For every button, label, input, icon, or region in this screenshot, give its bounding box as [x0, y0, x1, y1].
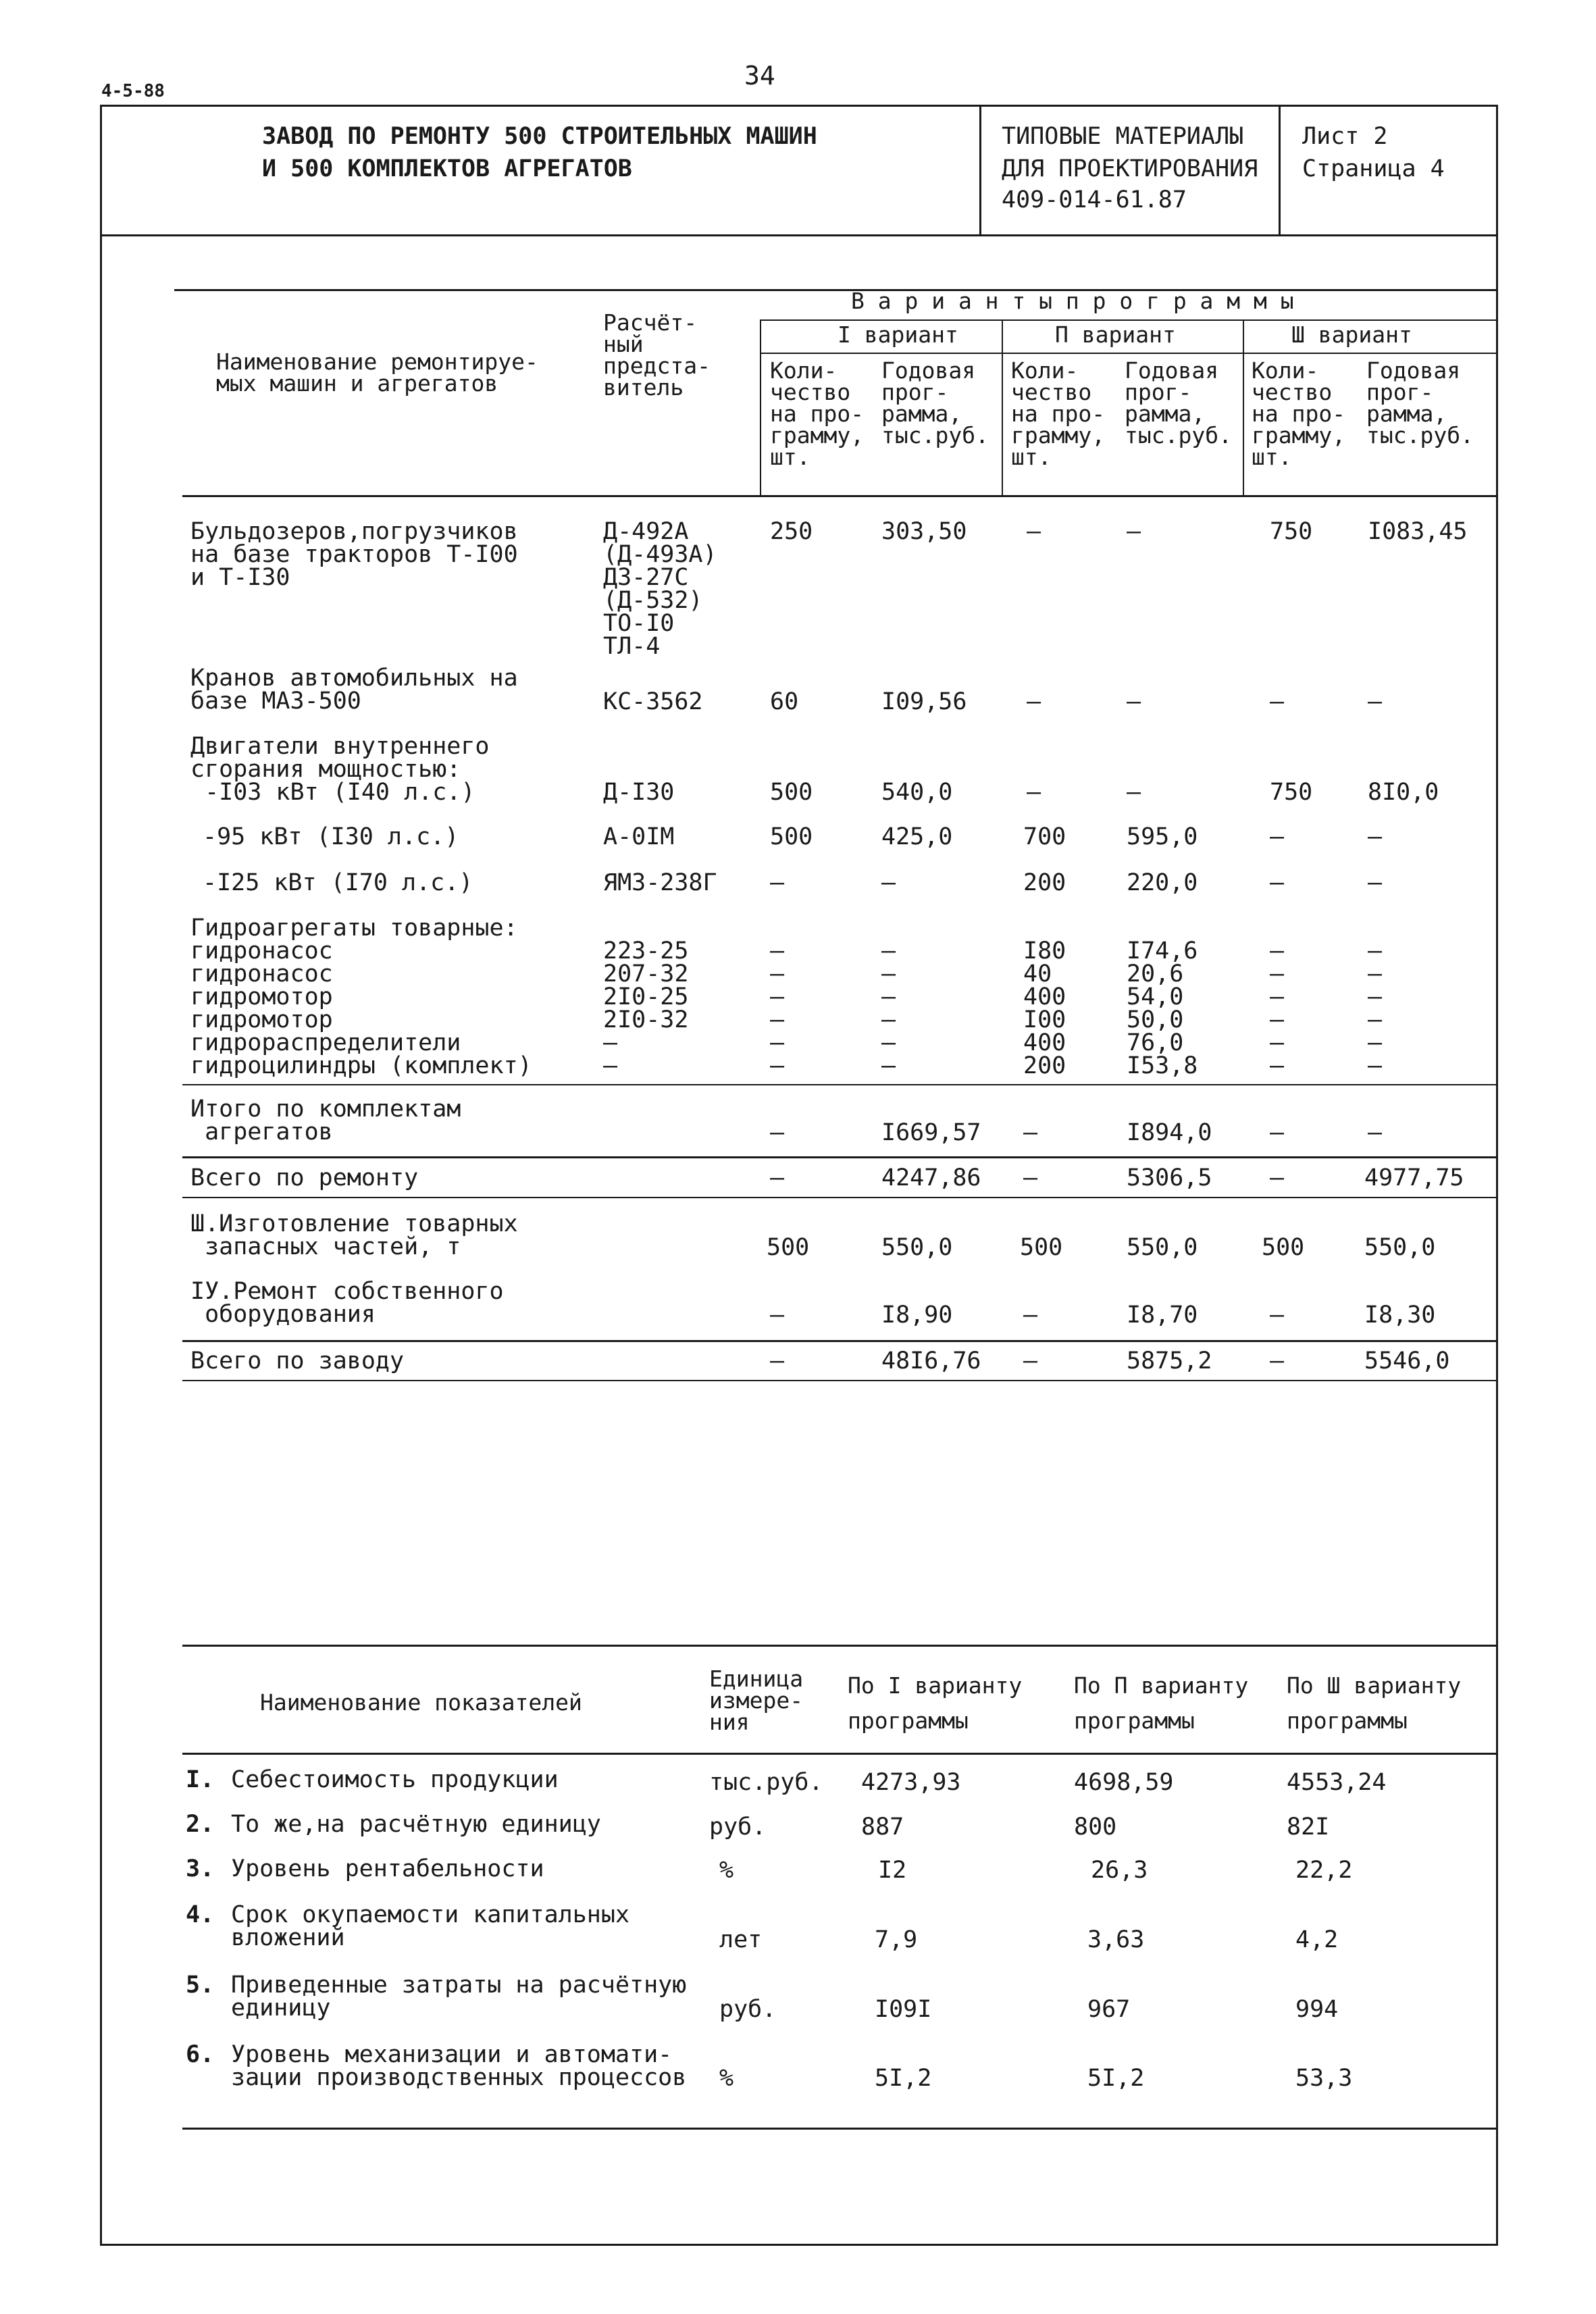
cell-annual-v2: –	[1127, 518, 1141, 545]
cell-v1: 5I,2	[875, 2065, 932, 2092]
row-name: То же,на расчётную единицу	[231, 1811, 601, 1838]
cell-v2: 4698,59	[1074, 1769, 1174, 1796]
cell-qty-v1: –	[770, 1347, 785, 1374]
cell-v3: 4,2	[1295, 1926, 1339, 1953]
stamp-title-line2: И 500 КОМПЛЕКТОВ АГРЕГАТОВ	[262, 155, 632, 182]
cell-qty-v1: –	[770, 1302, 785, 1329]
header-annual-v3: Годовая прог- рамма, тыс.руб.	[1366, 357, 1474, 448]
cell-qty-v3: –	[1270, 1164, 1285, 1191]
cell-qty-v3: – – – – – –	[1270, 937, 1285, 1079]
cell-annual-v2: 5875,2	[1127, 1347, 1212, 1374]
cell-qty-v1: – – – – – –	[770, 937, 785, 1079]
row-name: Итого по комплектам агрегатов	[190, 1096, 461, 1146]
header-qty-v2: Коли- чество на про- грамму, шт.	[1011, 357, 1106, 470]
cell-qty-v2: –	[1023, 1164, 1038, 1191]
cell-v3: 994	[1295, 1996, 1339, 2023]
cell-annual-v1: 303,50	[881, 518, 967, 545]
cell-v2: 800	[1074, 1814, 1117, 1841]
cell-v1: 7,9	[875, 1926, 918, 1953]
header-qty-v3: Коли- чество на про- грамму, шт.	[1252, 357, 1346, 470]
cell-annual-v1: 425,0	[881, 823, 953, 850]
title-stamp	[100, 105, 1498, 236]
row-name: Гидроагрегаты товарные: гидронасос гидронасос гидромотор гидромотор гидрораспределители гидроцилиндры (комплект)	[190, 915, 532, 1079]
stamp-page: Страница 4	[1302, 155, 1445, 182]
stamp-series-line1: ТИПОВЫЕ МАТЕРИАЛЫ	[1002, 123, 1244, 150]
cell-qty-v1: 500	[770, 823, 813, 850]
row-name: Приведенные затраты на расчётную единицу	[231, 1972, 687, 2022]
cell-annual-v3: 550,0	[1364, 1234, 1436, 1261]
cell-annual-v1: I8,90	[881, 1302, 953, 1329]
cell-v1: I2	[878, 1857, 907, 1884]
cell-qty-v2: 200	[1023, 869, 1066, 896]
header-variant-1: По I варианту программы	[848, 1672, 1023, 1734]
cell-annual-v2: 5306,5	[1127, 1164, 1212, 1191]
cell-unit: руб.	[709, 1814, 767, 1841]
cell-qty-v3: 500	[1262, 1234, 1305, 1261]
cell-annual-v2: 550,0	[1127, 1234, 1198, 1261]
cell-annual-v2: I894,0	[1127, 1119, 1212, 1146]
cell-qty-v2: –	[1023, 1119, 1038, 1146]
row-name: Срок окупаемости капитальных вложений	[231, 1901, 630, 1951]
cell-unit: тыс.руб.	[709, 1769, 823, 1796]
header-indicator-name: Наименование показателей	[260, 1689, 582, 1716]
row-representative: КС-3562	[603, 688, 703, 715]
cell-v1: 887	[861, 1814, 904, 1841]
row-number: 2.	[186, 1811, 215, 1838]
cell-qty-v1: 500	[770, 779, 813, 806]
row-name: IУ.Ремонт собственного оборудования	[190, 1278, 504, 1328]
cell-annual-v1: I09,56	[881, 688, 967, 715]
cell-qty-v2: –	[1027, 688, 1041, 715]
stamp-title-line1: ЗАВОД ПО РЕМОНТУ 500 СТРОИТЕЛЬНЫХ МАШИН	[262, 123, 817, 150]
row-representative: 223-25 207-32 2I0-25 2I0-32 – –	[603, 937, 689, 1079]
cell-v1: 4273,93	[861, 1769, 961, 1796]
cell-annual-v1: –	[881, 869, 896, 896]
cell-annual-v1: 48I6,76	[881, 1347, 981, 1374]
row-number: 4.	[186, 1901, 215, 1928]
cell-qty-v1: 250	[770, 518, 813, 545]
row-name: Уровень рентабельности	[231, 1855, 544, 1882]
cell-annual-v3: 8I0,0	[1368, 779, 1439, 806]
document-code: 4-5-88	[101, 81, 165, 101]
cell-annual-v3: 4977,75	[1364, 1164, 1464, 1191]
cell-annual-v3: –	[1368, 1119, 1383, 1146]
page-number: 34	[744, 61, 775, 91]
row-name: -95 кВт (I30 л.с.)	[203, 823, 459, 850]
cell-qty-v3: –	[1270, 869, 1285, 896]
cell-qty-v1: –	[770, 1119, 785, 1146]
row-name: Всего по ремонту	[190, 1164, 419, 1191]
row-name: -I25 кВт (I70 л.с.)	[203, 869, 473, 896]
cell-qty-v3: –	[1270, 1119, 1285, 1146]
cell-annual-v3: – – – – – –	[1368, 937, 1383, 1079]
cell-qty-v3: 750	[1270, 779, 1313, 806]
cell-unit: руб.	[719, 1996, 777, 2023]
row-representative: Д-492А (Д-493А) ДЗ-27С (Д-532) ТО-I0 ТЛ-4	[603, 518, 717, 660]
header-item-name: Наименование ремонтируе- мых машин и агрегатов	[216, 349, 538, 396]
row-name: Ш.Изготовление товарных запасных частей, т	[190, 1210, 518, 1260]
header-program-variants: В а р и а н т ы п р о г р а м м ы	[851, 288, 1294, 314]
row-name: Всего по заводу	[190, 1347, 405, 1374]
cell-annual-v1: I669,57	[881, 1119, 981, 1146]
cell-v2: 967	[1087, 1996, 1131, 2023]
cell-qty-v2: 700	[1023, 823, 1066, 850]
cell-unit: лет	[719, 1926, 763, 1953]
row-number: I.	[186, 1766, 215, 1793]
cell-qty-v2: 500	[1020, 1234, 1063, 1261]
header-annual-v2: Годовая прог- рамма, тыс.руб.	[1125, 357, 1232, 448]
cell-qty-v2: –	[1027, 779, 1041, 806]
header-variant-1: I вариант	[838, 322, 958, 348]
row-representative: ЯМЗ-238Г	[603, 869, 717, 896]
cell-annual-v3: –	[1368, 823, 1383, 850]
cell-annual-v1: – – – – – –	[881, 937, 896, 1079]
cell-v3: 4553,24	[1287, 1769, 1387, 1796]
cell-v3: 22,2	[1295, 1857, 1353, 1884]
cell-qty-v1: 60	[770, 688, 799, 715]
row-name: Кранов автомобильных на базе МАЗ-500	[190, 665, 518, 715]
cell-v2: 3,63	[1087, 1926, 1145, 1953]
cell-annual-v2: I8,70	[1127, 1302, 1198, 1329]
cell-annual-v3: –	[1368, 869, 1383, 896]
row-representative: А-0IМ	[603, 823, 675, 850]
cell-qty-v1: –	[770, 1164, 785, 1191]
cell-qty-v3: –	[1270, 1302, 1285, 1329]
header-variant-3: Ш вариант	[1291, 322, 1412, 348]
cell-qty-v3: –	[1270, 1347, 1285, 1374]
cell-annual-v3: I083,45	[1368, 518, 1468, 545]
header-variant-2: П вариант	[1055, 322, 1176, 348]
stamp-sheet: Лист 2	[1302, 123, 1388, 150]
cell-annual-v2: I74,6 20,6 54,0 50,0 76,0 I53,8	[1127, 937, 1198, 1079]
cell-annual-v2: –	[1127, 779, 1141, 806]
cell-qty-v2: –	[1023, 1302, 1038, 1329]
row-name: Себестоимость продукции	[231, 1766, 559, 1793]
cell-annual-v3: –	[1368, 688, 1383, 715]
cell-unit: %	[719, 1857, 734, 1884]
header-variant-3: По Ш варианту программы	[1287, 1672, 1462, 1734]
header-variant-2: По П варианту программы	[1074, 1672, 1249, 1734]
row-number: 3.	[186, 1855, 215, 1882]
cell-qty-v3: 750	[1270, 518, 1313, 545]
cell-annual-v2: 220,0	[1127, 869, 1198, 896]
cell-v3: 82I	[1287, 1814, 1330, 1841]
cell-qty-v2: –	[1023, 1347, 1038, 1374]
row-name: Уровень механизации и автомати- зации производственных процессов	[231, 2041, 687, 2091]
cell-qty-v1: –	[770, 869, 785, 896]
cell-v2: 5I,2	[1087, 2065, 1145, 2092]
stamp-designation: 409-014-61.87	[1002, 186, 1187, 213]
cell-v3: 53,3	[1295, 2065, 1353, 2092]
cell-qty-v2: –	[1027, 518, 1041, 545]
row-representative: Д-I30	[603, 779, 675, 806]
cell-annual-v1: 550,0	[881, 1234, 953, 1261]
cell-annual-v3: 5546,0	[1364, 1347, 1450, 1374]
cell-annual-v2: –	[1127, 688, 1141, 715]
cell-annual-v2: 595,0	[1127, 823, 1198, 850]
stamp-series-line2: ДЛЯ ПРОЕКТИРОВАНИЯ	[1002, 155, 1258, 182]
cell-unit: %	[719, 2065, 734, 2092]
row-name: Двигатели внутреннего сгорания мощностью: -I03 кВт (I40 л.с.)	[190, 733, 490, 806]
cell-v1: I09I	[875, 1996, 932, 2023]
cell-annual-v1: 540,0	[881, 779, 953, 806]
header-representative: Расчёт- ный предста- витель	[603, 309, 711, 401]
row-number: 6.	[186, 2041, 215, 2068]
cell-qty-v3: –	[1270, 823, 1285, 850]
row-name: Бульдозеров,погрузчиков на базе тракторов Т-I00 и Т-I30	[190, 518, 518, 591]
cell-qty-v1: 500	[767, 1234, 810, 1261]
cell-annual-v3: I8,30	[1364, 1302, 1436, 1329]
header-unit: Единица измере- ния	[709, 1666, 804, 1735]
cell-qty-v3: –	[1270, 688, 1285, 715]
header-qty-v1: Коли- чество на про- грамму, шт.	[770, 357, 865, 470]
cell-annual-v1: 4247,86	[881, 1164, 981, 1191]
cell-qty-v2: I80 40 400 I00 400 200	[1023, 937, 1066, 1079]
row-number: 5.	[186, 1972, 215, 1999]
cell-v2: 26,3	[1091, 1857, 1148, 1884]
header-annual-v1: Годовая прог- рамма, тыс.руб.	[881, 357, 989, 448]
